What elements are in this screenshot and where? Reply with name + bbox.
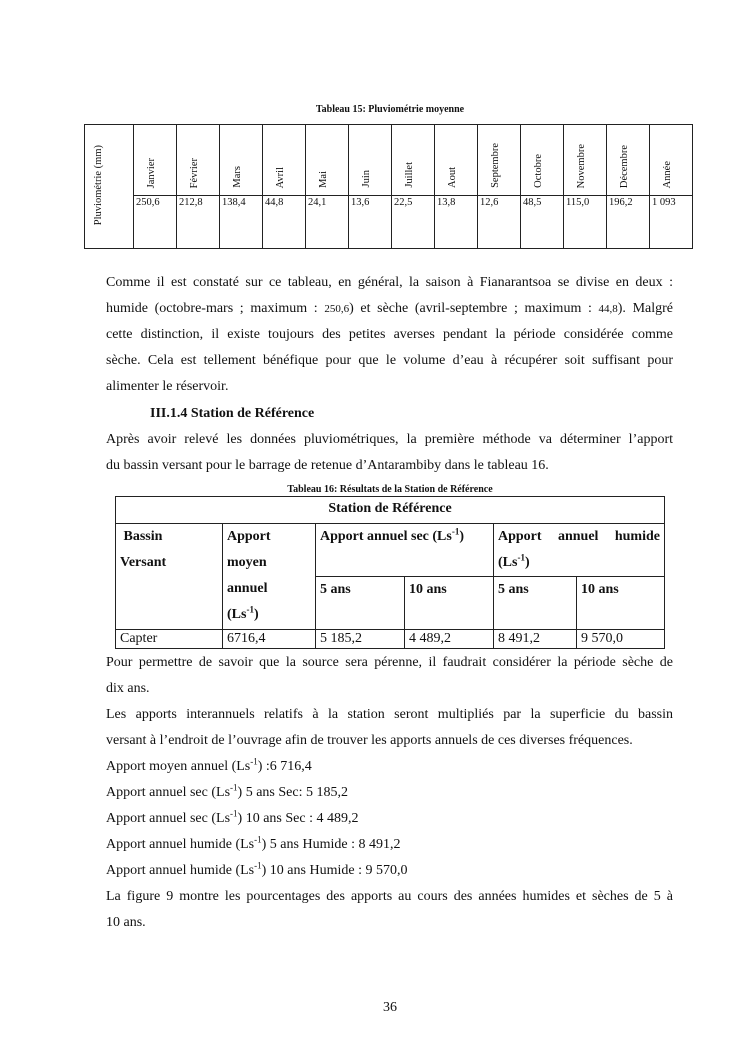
month-header: Avril: [263, 125, 306, 196]
value-hum-10: 9 570,0: [577, 630, 665, 649]
table-row: [116, 630, 665, 649]
bassin-versant-header: Bassin Versant: [116, 524, 223, 630]
rainfall-value: 24,1: [306, 196, 349, 249]
value-sec-10: 4 489,2: [405, 630, 494, 649]
month-header: Juin: [349, 125, 392, 196]
apport-sec-10-line: Apport annuel $\sec (Ls^{-1})$ 10 ans Sec : 4 489,2: [106, 808, 359, 826]
value-hum-5: 8 491,2: [494, 630, 577, 649]
section-heading: III.1.4 Station de Référence: [150, 406, 315, 421]
humide-5ans-header: 5 ans: [494, 577, 577, 630]
month-header: Décembre: [607, 125, 650, 196]
month-header: Février: [177, 125, 220, 196]
paragraph-figure9: La figure 9 montre les pourcentages des apports au cours des années humides et sèches de 5 à 10 ans.: [106, 889, 673, 930]
rainfall-value: 115,0: [564, 196, 607, 249]
month-header: Juillet: [392, 125, 435, 196]
month-header: Aout: [435, 125, 478, 196]
apport-moyen-line: Apport moyen annuel $(Ls^{-1})$ :6 716,4: [106, 756, 312, 774]
rainfall-value: 138,4: [220, 196, 263, 249]
sec-5ans-header: 5 ans: [316, 577, 405, 630]
apport-sec-header: Apport annuel $\sec (Ls^{-1})$: [316, 524, 494, 577]
table16-title: Station de Référence: [116, 497, 665, 524]
sec-10ans-header: 10 ans: [405, 577, 494, 630]
month-header: Septembre: [478, 125, 521, 196]
paragraph-seasons: Comme il est constaté sur ce tableau, en général, la saison à Fianarantsoa se divise en deux : humide (octobre-mars ; maximum : 250,6) et sèche (avril-septembre ; maximum : 44,8). Malgré cette distinction, il existe toujours des petites averses pendant la période considérée comme sèche. Cela est tellement bénéfique pour que le volume d’eau à récupérer soit suffisant pour alimenter le réservoir.: [106, 275, 674, 394]
rainfall-table: [84, 124, 693, 249]
page-number: 36: [383, 1000, 397, 1015]
table15-row-label: Pluviométrie (mm): [85, 125, 134, 249]
humide-10ans-header: 10 ans: [577, 577, 665, 630]
rainfall-value: 22,5: [392, 196, 435, 249]
month-header: Novembre: [564, 125, 607, 196]
apport-humide-5-line: Apport annuel humide $(Ls^{-1})$ 5 ans Humide : 8 491,2: [106, 834, 401, 852]
rainfall-value: 250,6: [134, 196, 177, 249]
month-header: Octobre: [521, 125, 564, 196]
rainfall-value: 48,5: [521, 196, 564, 249]
apport-sec-5-line: Apport annuel $\sec (Ls^{-1})$ 5 ans Sec: 5 185,2: [106, 782, 348, 800]
reference-station-table: [115, 496, 665, 649]
value-sec-5: 5 185,2: [316, 630, 405, 649]
paragraph-intro-table16: Après avoir relevé les données pluviométriques, la première méthode va déterminer l’apport du bassin versant pour le barrage de retenue d’Antarambiby dans le tableau 16.: [106, 432, 673, 473]
month-header: Mai: [306, 125, 349, 196]
month-header: Année: [650, 125, 693, 196]
rainfall-value: 1 093: [650, 196, 693, 249]
rainfall-value: 12,6: [478, 196, 521, 249]
value-moyen: 6716,4: [223, 630, 316, 649]
rainfall-value: 13,6: [349, 196, 392, 249]
paragraph-pereniality: Pour permettre de savoir que la source sera pérenne, il faudrait considérer la période sèche de dix ans. Les apports interannuels relatifs à la station seront multipliés par la superficie du bassin versant à l’endroit de l’ouvrage afin de trouver les apports annuels de ces diverses fréquences.: [106, 655, 673, 748]
apport-humide-10-line: Apport annuel humide $(Ls^{-1})$ 10 ans Humide : 9 570,0: [106, 860, 408, 878]
row-name: Capter: [116, 630, 223, 649]
rainfall-value: 212,8: [177, 196, 220, 249]
rainfall-value: 196,2: [607, 196, 650, 249]
apport-humide-header: Apport annuel humide $(Ls^{-1})$: [494, 524, 665, 577]
rainfall-value: 44,8: [263, 196, 306, 249]
month-header: Mars: [220, 125, 263, 196]
rainfall-value: 13,8: [435, 196, 478, 249]
table15-caption: Tableau 15: Pluviométrie moyenne: [315, 104, 465, 115]
month-header: Janvier: [134, 125, 177, 196]
apport-moyen-header: Apport moyen annuel $(Ls^{-1})$: [223, 524, 316, 630]
table16-caption: Tableau 16: Résultats de la Station de Référence: [287, 484, 493, 495]
